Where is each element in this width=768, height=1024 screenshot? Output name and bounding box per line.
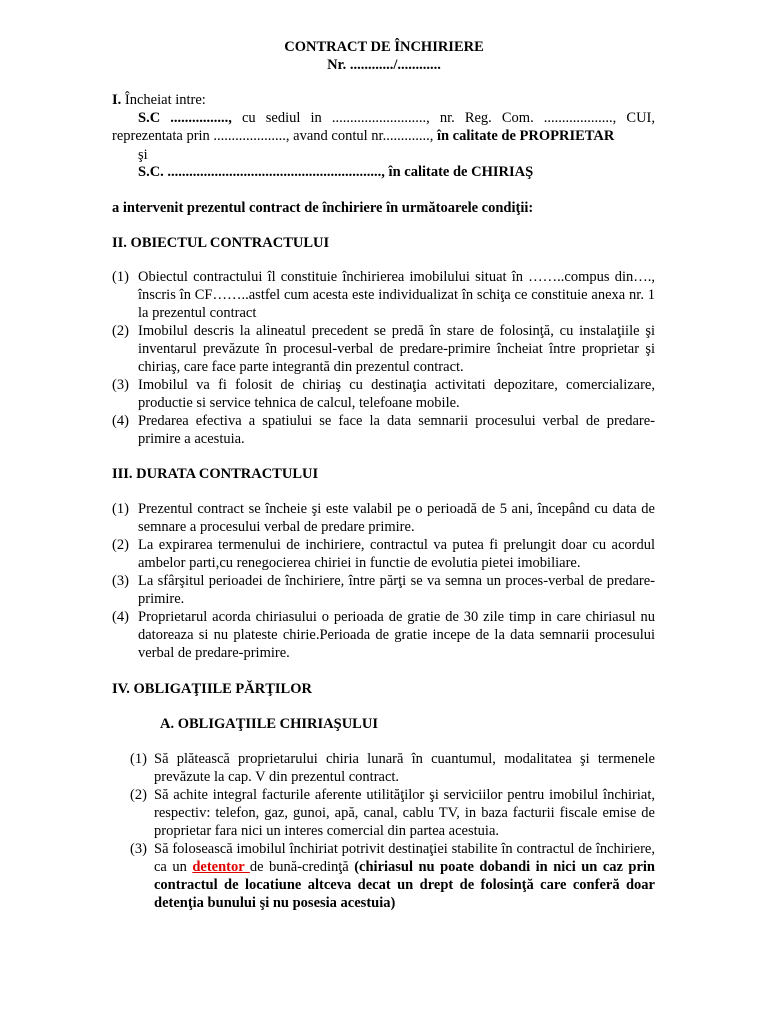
tenant-role: în calitate de CHIRIAŞ: [384, 164, 534, 180]
contract-title: CONTRACT DE ÎNCHIRIERE: [284, 39, 484, 55]
owner-rep-text: reprezentata prin ...................., avand contul nr.............,: [112, 128, 437, 144]
parties-intro: [112, 91, 206, 109]
section-number: I.: [112, 92, 122, 108]
detentor-highlight: detentor: [192, 859, 250, 875]
section-heading-duration: III. DURATA CONTRACTULUI: [112, 466, 319, 482]
tenant-right-clause: (chiriasul nu poate dobandi in nici un caz prin contractul de locatiune altceva decat un drept de folosinţă care conferă doar detenţia bunului şi nu posesia acestuia): [154, 859, 656, 911]
duration-list: [112, 500, 655, 662]
owner-representation: [112, 127, 672, 145]
list-item: (2) Imobilul descris la alineatul precedent se predă în stare de folosinţă, cu instalaţiile şi inventarul prevăzute în procesul-verbal de predare-primire încheiat între proprietar şi chiriaş, care face parte integrantă din prezentul contract.: [112, 323, 655, 375]
tenant-sc-label: S.C. ...........................................................,: [138, 164, 385, 180]
list-item: (2) Să achite integral facturile aferente utilităţilor şi serviciilor pentru imobilul închiriat, respectiv: telefon, gaz, gunoi, apă, canal, cablu TV, in baza facturii fiscale emise de proprietar fara nici un interes comercial din partea acestuia.: [130, 787, 655, 839]
tenant-obligations-list: [130, 750, 655, 912]
parties-intro-text: Încheiat intre:: [121, 92, 206, 108]
owner-details: cu sediul in .........................., nr. Reg. Com. ..................., CUI,: [231, 110, 655, 126]
conjunction-si: şi: [138, 147, 148, 163]
contract-number: Nr. ............/............: [327, 57, 441, 73]
owner-line: [138, 109, 655, 127]
list-item: (3) La sfârşitul perioadei de închiriere, între părţi se va semna un proces-verbal de predare-primire.: [112, 573, 655, 607]
tenant-line: [138, 163, 533, 181]
owner-role: în calitate de PROPRIETAR: [436, 128, 615, 144]
list-item: (1) Să plătească proprietarului chiria lunară în cuantumul, modalitatea şi termenele prevăzute la cap. V din prezentul contract.: [130, 751, 655, 785]
owner-sc-label: S.C ................,: [138, 110, 232, 126]
section-heading-object: II. OBIECTUL CONTRACTULUI: [112, 235, 330, 251]
object-list: [112, 268, 655, 448]
list-item: (4) Proprietarul acorda chiriasului o perioada de gratie de 30 zile timp in care chiriasul nu datoreaza si nu plateste chirie.Perioada de gratie incepe de la data semnarii procesului verbal de predare-primire.: [112, 609, 655, 661]
section-heading-obligations: IV. OBLIGAŢIILE PĂRŢILOR: [112, 681, 312, 697]
list-item: (1) Prezentul contract se încheie şi este valabil pe o perioadă de 5 ani, începând cu data de semnare a procesului verbal de predare primire.: [112, 501, 655, 535]
contract-intro: a intervenit prezentul contract de închiriere în următoarele condiţii:: [112, 200, 534, 216]
list-item: (4) Predarea efectiva a spatiului se face la data semnarii procesului verbal de predare-primire a acestuia.: [112, 413, 655, 447]
list-item: (1) Obiectul contractului îl constituie închirierea imobilului situat în ……..compus din…., înscris în CF……..astfel cum acesta este individualizat în schiţa ce constituie anexa nr. 1 la prezentul contract: [112, 269, 655, 321]
list-item: (3) Imobilul va fi folosit de chiriaş cu destinaţia activitati depozitare, comercializare, productie si service tehnica de calcul, telefoane mobile.: [112, 377, 655, 411]
list-item: (3) Să folosească imobilul închiriat potrivit destinaţiei stabilite în contractul de închiriere, ca un detentor de bună-credinţă (chiriasul nu poate dobandi in nici un caz prin contractul de locatiune altceva decat un drept de folosinţă care conferă doar detenţia bunului şi nu posesia acestuia): [130, 841, 656, 911]
list-item: (2) La expirarea termenului de inchiriere, contractul va putea fi prelungit doar cu acordul ambelor parti,cu renegocierea chiriei in functie de evolutia pietei imobiliare.: [112, 537, 655, 571]
subheading-tenant-obligations: A. OBLIGAŢIILE CHIRIAŞULUI: [160, 716, 378, 732]
